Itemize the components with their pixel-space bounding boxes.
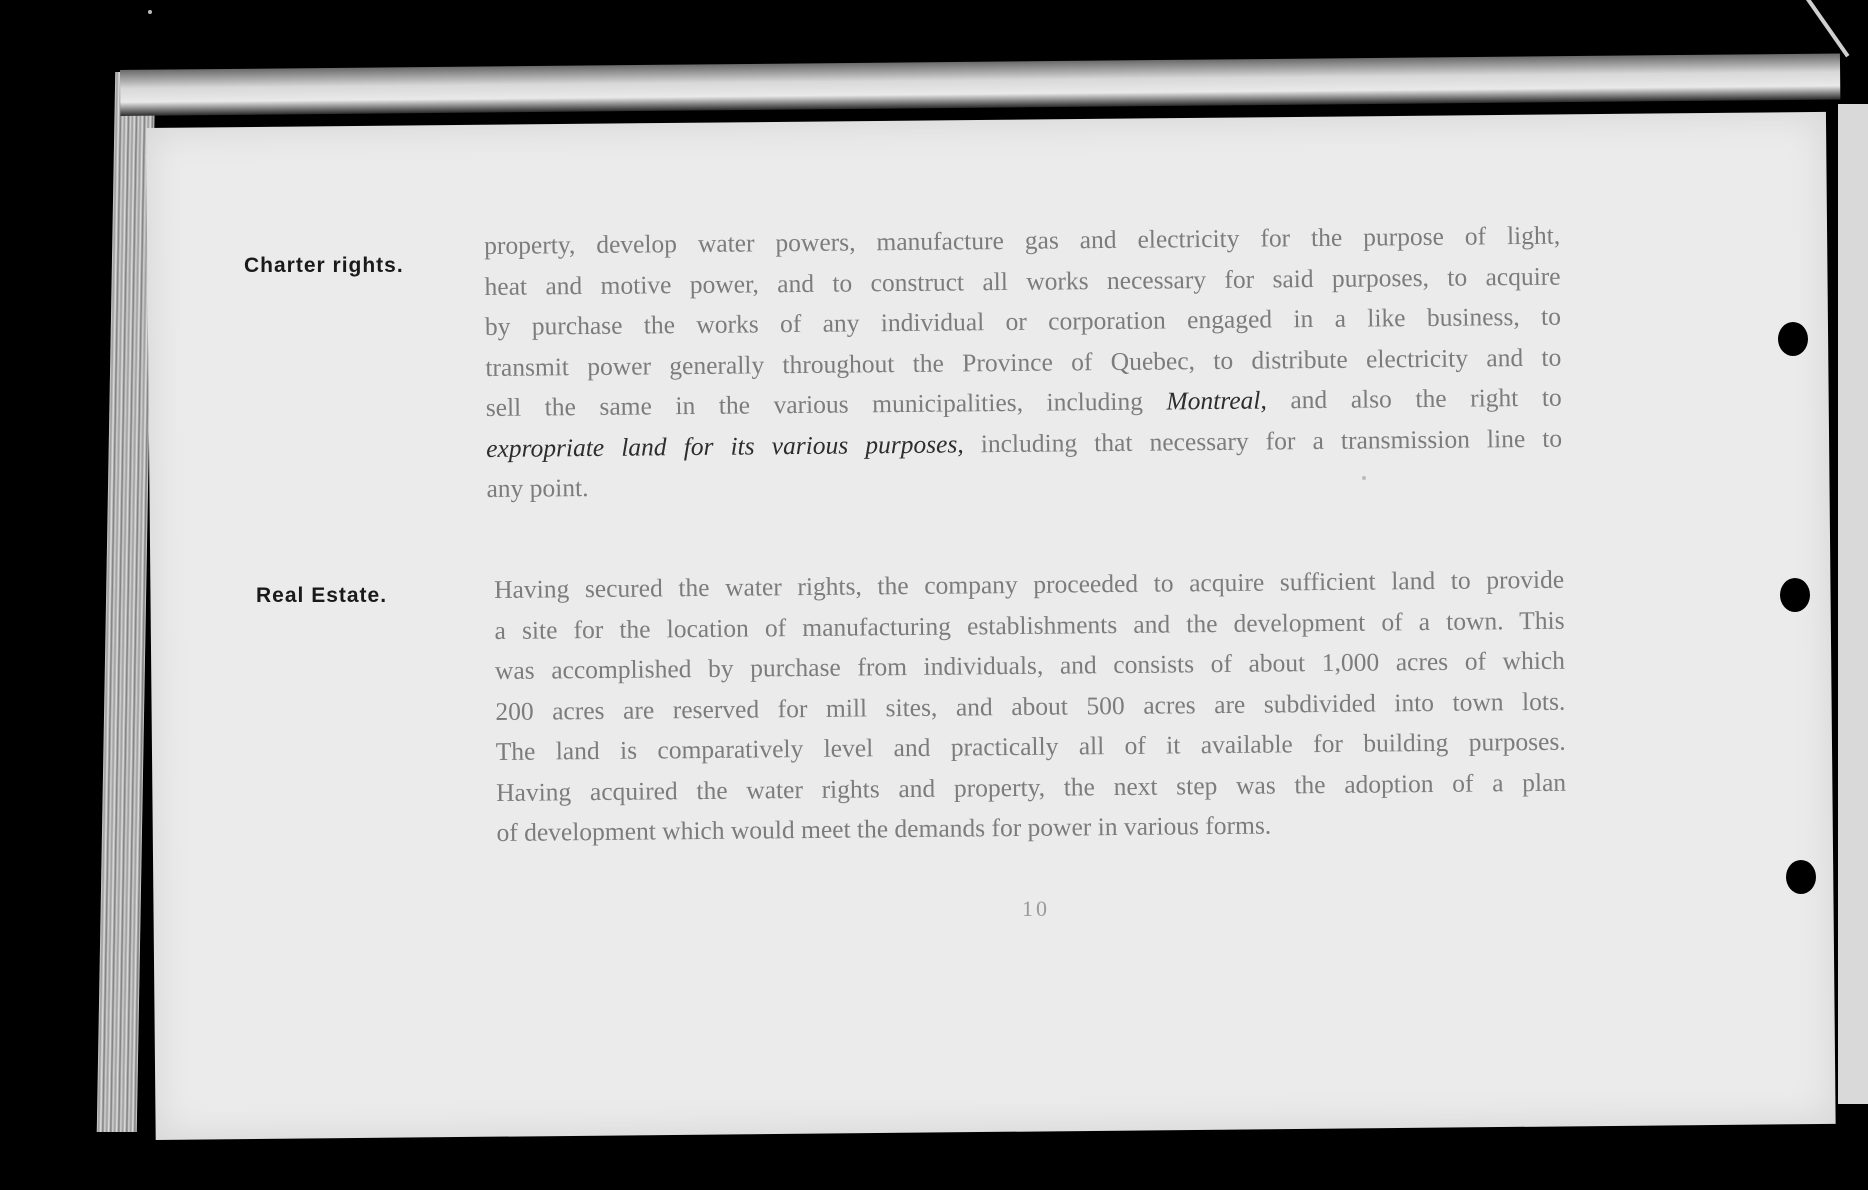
binder-hole	[1780, 578, 1810, 612]
text-line: The land is comparatively level and practically all of it available for building purposes.	[495, 726, 1566, 766]
text-run: including that necessary for a transmission line to	[980, 423, 1563, 458]
text-line: was accomplished by purchase from individuals, and consists of about 1,000 acres of which	[494, 645, 1566, 685]
real-estate-paragraph	[494, 560, 1567, 854]
binder-hole	[1786, 860, 1816, 894]
text-line: any point.	[486, 473, 589, 503]
corner-edge-line	[1806, 0, 1849, 57]
margin-heading-charter-rights: Charter rights.	[244, 254, 404, 277]
top-page-edge	[120, 53, 1840, 116]
margin-heading-real-estate: Real Estate.	[256, 584, 388, 607]
text-line: property, develop water powers, manufacture gas and electricity for the purpose of light,	[484, 220, 1561, 260]
text-run: and also the right to	[1290, 382, 1562, 415]
italic-emphasis: expropriate land for its various purposes,	[485, 428, 964, 463]
text-line: transmit power generally throughout the Province of Quebec, to distribute electricity and to	[485, 342, 1562, 382]
text-line: by purchase the works of any individual or corporation engaged in a like business, to	[484, 301, 1562, 341]
italic-place-name: Montreal,	[1166, 385, 1267, 416]
text-run: sell the same in the various municipalities, including	[485, 386, 1144, 422]
text-line: 200 acres are reserved for mill sites, and about 500 acres are subdivided into town lots.	[495, 686, 1566, 726]
text-line: of development which would meet the demands for power in various forms.	[496, 810, 1272, 847]
text-line: Having secured the water rights, the company proceeded to acquire sufficient land to provide	[494, 564, 1565, 604]
page-number: 10	[1022, 896, 1050, 921]
text-line: Having acquired the water rights and property, the next step was the adoption of a plan	[495, 767, 1567, 807]
text-line: heat and motive power, and to construct all works necessary for said purposes, to acquire	[484, 261, 1561, 301]
charter-rights-paragraph	[484, 216, 1563, 510]
binder-hole	[1778, 322, 1808, 356]
text-line: a site for the location of manufacturing establishments and the development of a town. This	[494, 605, 1565, 645]
right-page-edge	[1838, 104, 1868, 1104]
dust-speck	[148, 10, 152, 14]
